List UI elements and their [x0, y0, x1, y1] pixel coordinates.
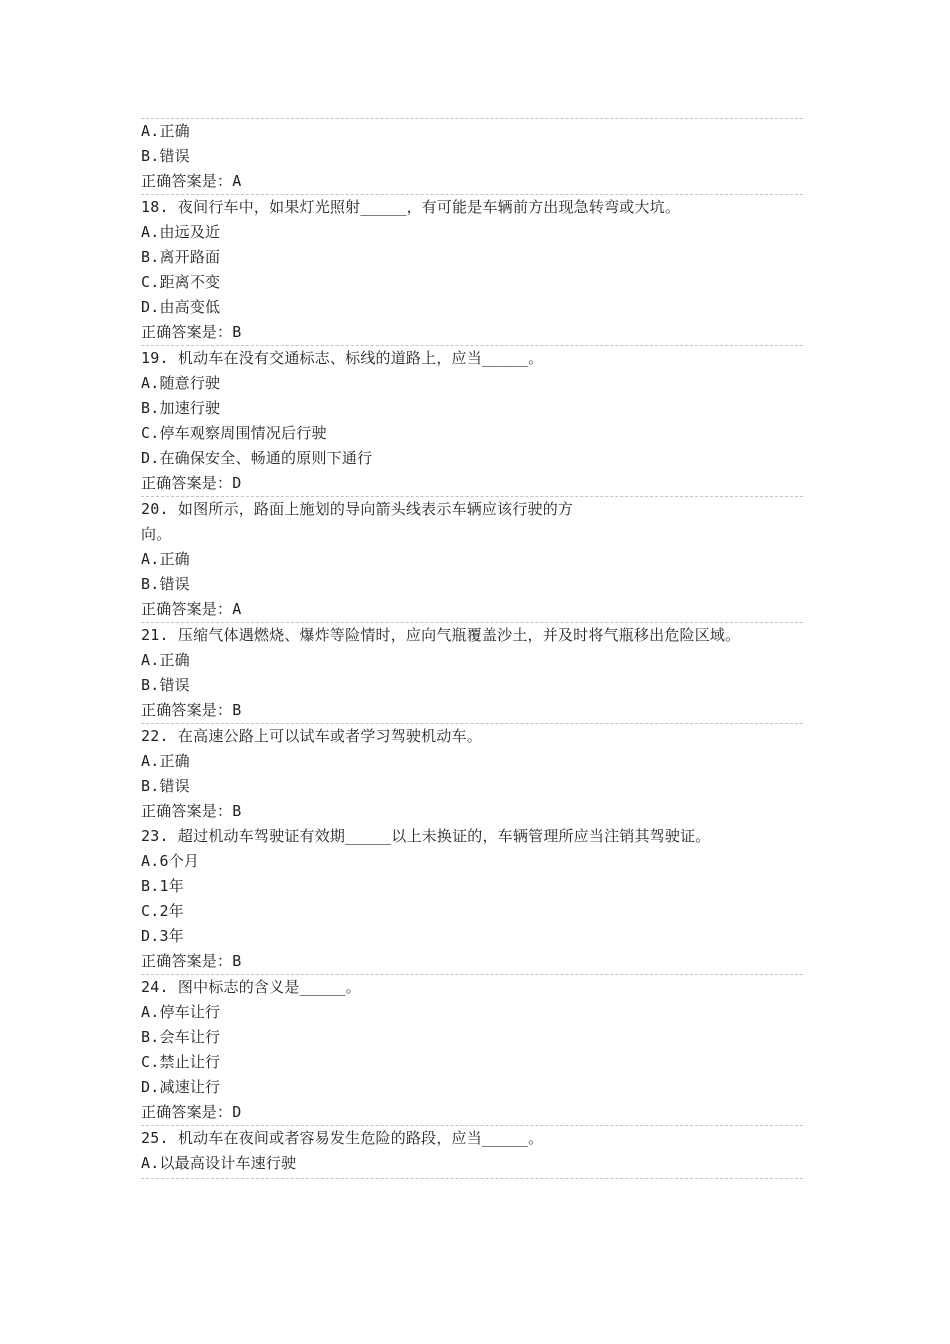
- option-line: B.加速行驶: [141, 399, 221, 417]
- answer-line: 正确答案是：B: [141, 952, 242, 970]
- answer-line: 正确答案是：A: [141, 600, 242, 618]
- option-line: A.由远及近: [141, 223, 221, 241]
- question-list: [141, 194, 803, 1176]
- option-line: C.禁止让行: [141, 1053, 221, 1071]
- option-line: A.随意行驶: [141, 374, 221, 392]
- option-line: B.离开路面: [141, 248, 221, 266]
- answer-line: 正确答案是：B: [141, 323, 242, 341]
- question-block: [141, 824, 803, 974]
- question-block: [141, 497, 803, 622]
- option-line: B.错误: [141, 575, 190, 593]
- question-stem: 21. 压缩气体遇燃烧、爆炸等险情时，应向气瓶覆盖沙土，并及时将气瓶移出危险区域。: [141, 626, 741, 644]
- dashed-separator: [141, 1178, 803, 1179]
- option-line: D.由高变低: [141, 298, 221, 316]
- question-stem: 25. 机动车在夜间或者容易发生危险的路段，应当_____。: [141, 1129, 544, 1147]
- question-stem: 19. 机动车在没有交通标志、标线的道路上，应当_____。: [141, 349, 544, 367]
- question-stem: 向。: [141, 525, 172, 543]
- option-line: A.正确: [141, 651, 190, 669]
- option-line: B.错误: [141, 147, 190, 165]
- option-line: A.正确: [141, 752, 190, 770]
- option-line: B.错误: [141, 777, 190, 795]
- question-block: [141, 1126, 803, 1176]
- option-line: D.3年: [141, 927, 184, 945]
- answer-line: 正确答案是：B: [141, 802, 242, 820]
- question-block: [141, 346, 803, 496]
- intro-block: [141, 119, 803, 194]
- question-stem: 22. 在高速公路上可以试车或者学习驾驶机动车。: [141, 727, 482, 745]
- answer-line: 正确答案是：D: [141, 474, 242, 492]
- answer-line: 正确答案是：D: [141, 1103, 242, 1121]
- question-stem: 18. 夜间行车中，如果灯光照射_____，有可能是车辆前方出现急转弯或大坑。: [141, 198, 681, 216]
- option-line: D.减速让行: [141, 1078, 221, 1096]
- question-block: [141, 195, 803, 345]
- option-line: C.2年: [141, 902, 184, 920]
- option-line: A.以最高设计车速行驶: [141, 1154, 297, 1172]
- option-line: B.会车让行: [141, 1028, 221, 1046]
- answer-line: 正确答案是：A: [141, 172, 242, 190]
- question-block: [141, 975, 803, 1125]
- option-line: B.错误: [141, 676, 190, 694]
- option-line: C.停车观察周围情况后行驶: [141, 424, 327, 442]
- question-stem: 20. 如图所示，路面上施划的导向箭头线表示车辆应该行驶的方: [141, 500, 574, 518]
- answer-line: 正确答案是：B: [141, 701, 242, 719]
- option-line: D.在确保安全、畅通的原则下通行: [141, 449, 373, 467]
- question-stem: 23. 超过机动车驾驶证有效期_____以上未换证的，车辆管理所应当注销其驾驶证。: [141, 827, 711, 845]
- question-stem: 24. 图中标志的含义是_____。: [141, 978, 361, 996]
- question-block: [141, 724, 803, 824]
- question-block: [141, 623, 803, 723]
- option-line: B.1年: [141, 877, 184, 895]
- option-line: A.正确: [141, 550, 190, 568]
- option-line: A.6个月: [141, 852, 200, 870]
- option-line: C.距离不变: [141, 273, 221, 291]
- option-line: A.正确: [141, 122, 190, 140]
- option-line: A.停车让行: [141, 1003, 221, 1021]
- document-page: [141, 118, 803, 1179]
